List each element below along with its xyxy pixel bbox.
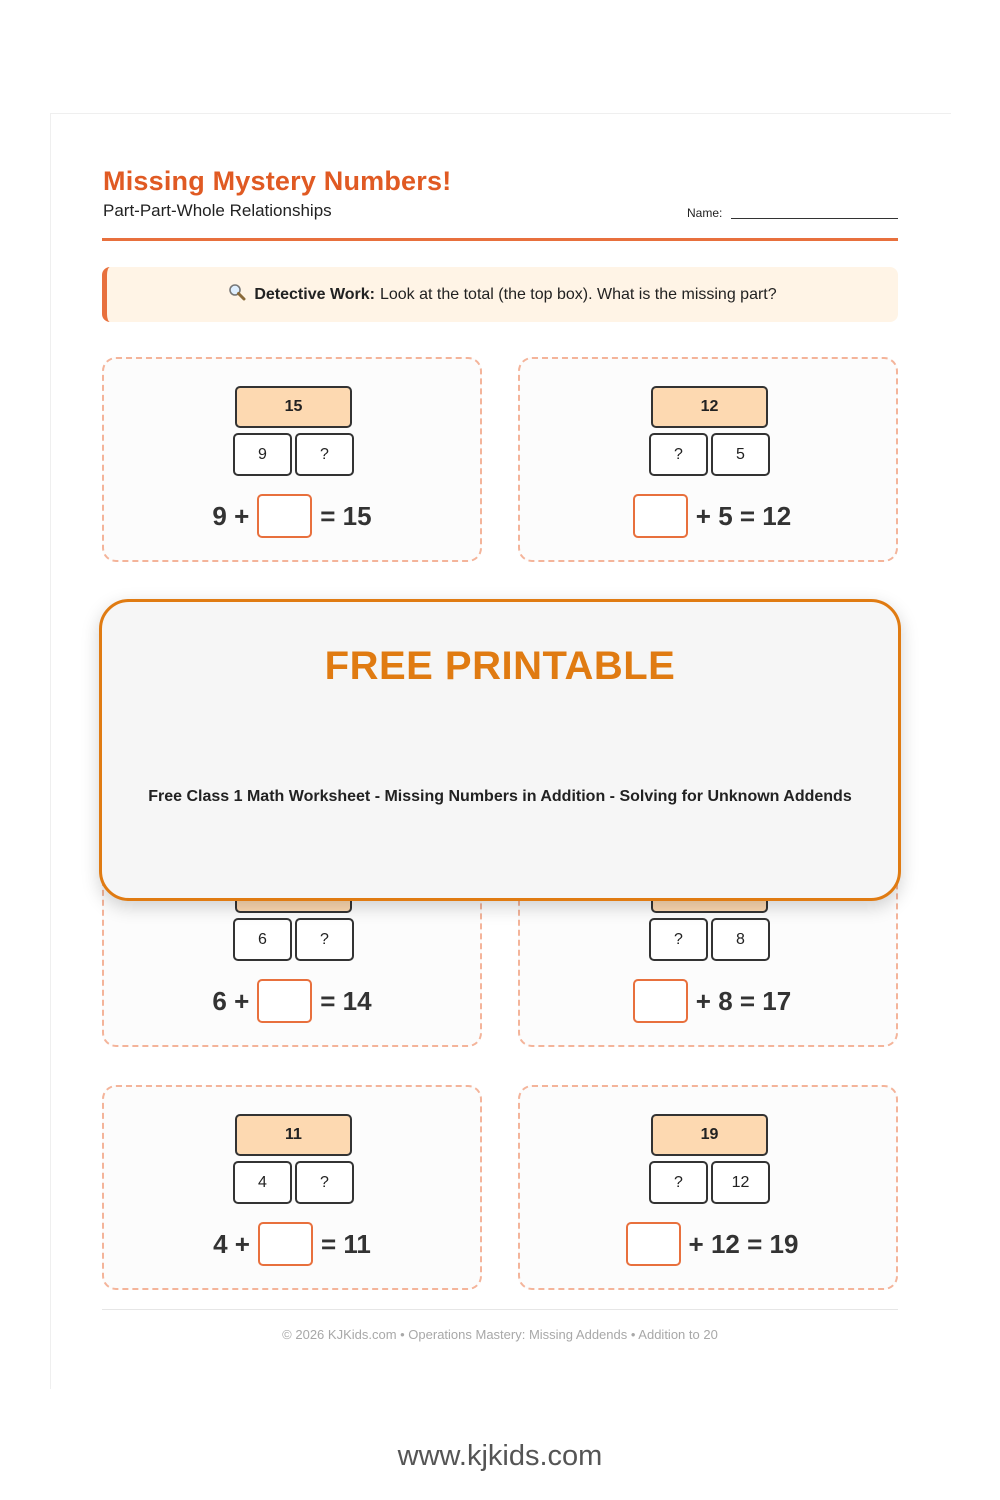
- equation-right: = 14: [320, 985, 372, 1016]
- part-box-right: 5: [711, 433, 770, 476]
- answer-box[interactable]: [257, 979, 312, 1023]
- part-box-left: ?: [649, 433, 708, 476]
- instruction-text: Look at the total (the top box). What is the missing part?: [379, 285, 777, 303]
- banner-subtitle: Free Class 1 Math Worksheet - Missing Numbers in Addition - Solving for Unknown Addends: [148, 788, 852, 805]
- part-box-left: ?: [649, 918, 708, 961]
- answer-box[interactable]: [626, 1222, 681, 1266]
- site-url[interactable]: www.kjkids.com: [397, 1440, 603, 1472]
- whole-box: 15: [235, 386, 352, 428]
- name-line: [731, 218, 898, 219]
- whole-box: 11: [235, 1114, 352, 1156]
- part-box-right: ?: [295, 1161, 354, 1204]
- equation-right: + 5 = 12: [695, 500, 792, 531]
- header-divider: [102, 238, 898, 241]
- equation: [520, 977, 896, 1025]
- footer-divider: [102, 1309, 898, 1310]
- answer-box[interactable]: [257, 494, 312, 538]
- equation-left: 6 +: [212, 985, 250, 1016]
- instruction-label: Detective Work:: [254, 285, 375, 303]
- problem-card: [518, 1085, 898, 1290]
- equation: [104, 492, 480, 540]
- equation: [104, 977, 480, 1025]
- name-label: Name:: [687, 206, 723, 220]
- worksheet-title: Missing Mystery Numbers!: [103, 166, 452, 196]
- part-box-right: ?: [295, 918, 354, 961]
- equation-left: 9 +: [212, 500, 250, 531]
- part-box-right: 8: [711, 918, 770, 961]
- equation-right: = 11: [320, 1228, 371, 1259]
- answer-box[interactable]: [258, 1222, 313, 1266]
- worksheet-subtitle: Part-Part-Whole Relationships: [103, 201, 332, 220]
- equation-right: + 8 = 17: [695, 985, 792, 1016]
- free-printable-banner: [99, 599, 901, 901]
- part-box-right: ?: [295, 433, 354, 476]
- answer-box[interactable]: [633, 494, 688, 538]
- part-box-left: 9: [233, 433, 292, 476]
- equation-right: = 15: [320, 500, 372, 531]
- problem-card: [102, 1085, 482, 1290]
- equation: [520, 492, 896, 540]
- instruction-box: [102, 267, 898, 322]
- equation-left: 4 +: [213, 1228, 250, 1259]
- whole-box: 12: [651, 386, 768, 428]
- answer-box[interactable]: [633, 979, 688, 1023]
- footer-text: © 2026 KJKids.com • Operations Mastery: Missing Addends • Addition to 20: [282, 1327, 718, 1342]
- banner-title: FREE PRINTABLE: [324, 644, 676, 688]
- equation: [520, 1220, 896, 1268]
- equation-right: + 12 = 19: [688, 1228, 799, 1259]
- part-box-right: 12: [711, 1161, 770, 1204]
- problem-card: [518, 357, 898, 562]
- magnifier-icon: [228, 283, 246, 301]
- part-box-left: 6: [233, 918, 292, 961]
- part-box-left: ?: [649, 1161, 708, 1204]
- whole-box: 19: [651, 1114, 768, 1156]
- part-box-left: 4: [233, 1161, 292, 1204]
- equation: [104, 1220, 480, 1268]
- problem-card: [102, 357, 482, 562]
